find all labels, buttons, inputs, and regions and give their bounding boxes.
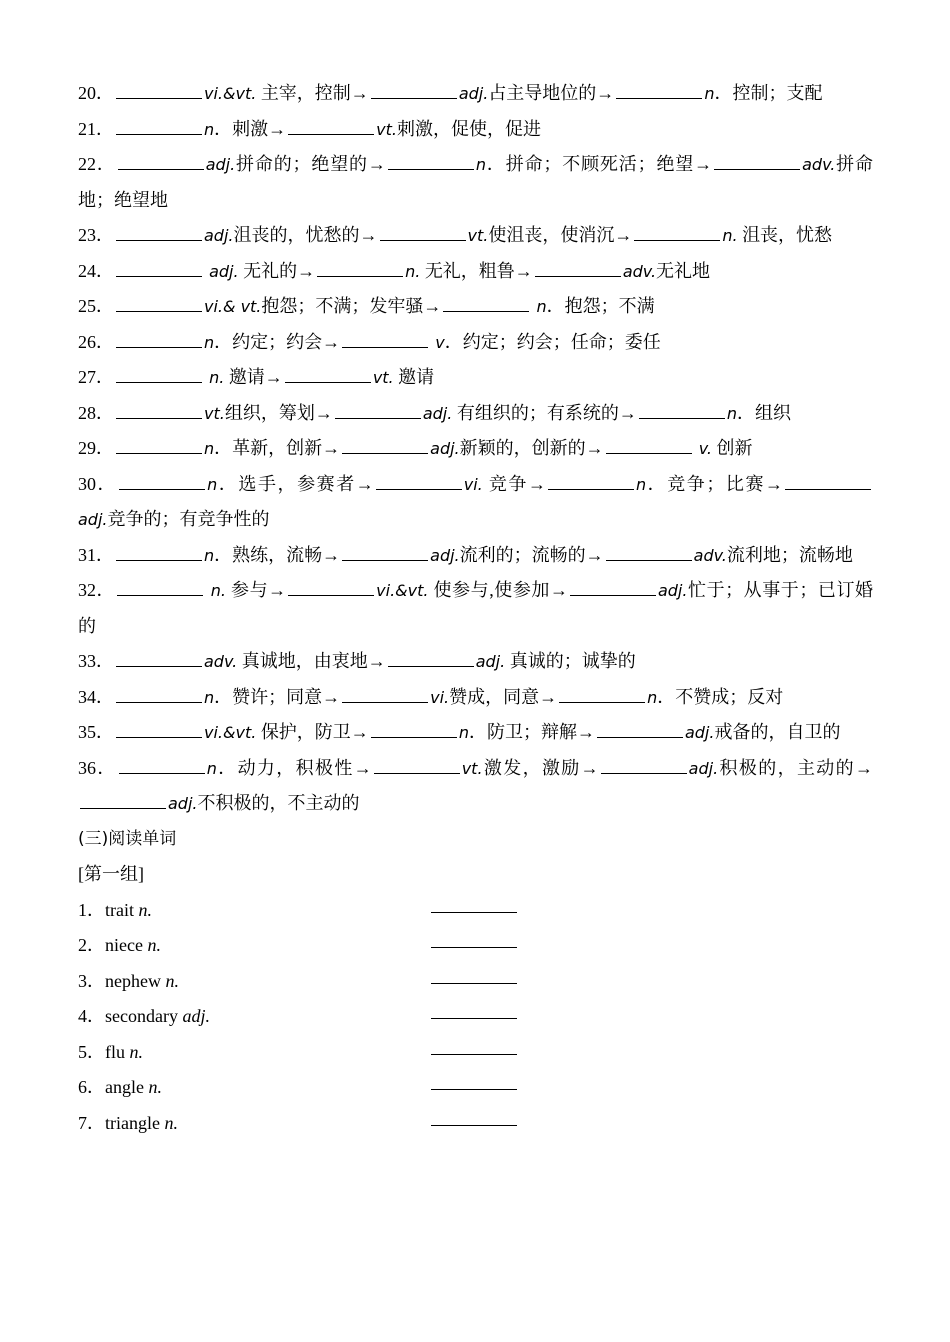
- answer-blank[interactable]: [597, 718, 683, 738]
- part-of-speech: n: [647, 687, 658, 707]
- english-word: triangle: [105, 1112, 165, 1133]
- part-of-speech: n.: [129, 1041, 143, 1062]
- part-of-speech: n.: [138, 899, 152, 920]
- answer-blank[interactable]: [606, 434, 692, 454]
- answer-blank[interactable]: [119, 754, 205, 774]
- vocab-item: [78, 112, 873, 148]
- vocab-item: [78, 76, 873, 112]
- part-of-speech: vi.: [430, 687, 450, 707]
- part-of-speech: v: [430, 332, 445, 352]
- answer-blank[interactable]: [118, 150, 204, 170]
- vocab-item: [78, 431, 873, 467]
- answer-blank[interactable]: [431, 1035, 517, 1055]
- answer-blank[interactable]: [601, 754, 687, 774]
- definition-text: ．熟练，流畅→: [214, 544, 341, 565]
- item-number: 5．: [78, 1041, 105, 1062]
- answer-blank[interactable]: [559, 683, 645, 703]
- definition-text: ．约定；约会；任命；委任: [444, 331, 661, 352]
- part-of-speech: vt.: [461, 758, 483, 778]
- reading-word-item: [78, 999, 873, 1035]
- part-of-speech: vt.: [467, 226, 489, 245]
- part-of-speech: n: [531, 297, 547, 316]
- vocab-item: [78, 254, 873, 290]
- group-title: [第一组]: [78, 864, 144, 884]
- answer-blank[interactable]: [535, 257, 621, 277]
- part-of-speech: adj.: [684, 723, 715, 742]
- definition-text: 戒备的，自卫的: [714, 722, 841, 742]
- answer-blank[interactable]: [431, 1070, 517, 1090]
- item-number: 27．: [78, 367, 114, 387]
- definition-text: 无礼地: [656, 260, 711, 281]
- part-of-speech: adv.: [204, 652, 238, 671]
- part-of-speech: vi.&vt.: [204, 84, 257, 103]
- item-number: 21．: [78, 118, 114, 139]
- part-of-speech: n.: [147, 935, 161, 955]
- part-of-speech: n: [204, 332, 215, 352]
- part-of-speech: adj.: [204, 226, 234, 245]
- part-of-speech: adj.: [204, 261, 239, 281]
- english-word: niece: [105, 935, 148, 955]
- answer-blank[interactable]: [116, 79, 202, 99]
- part-of-speech: n: [458, 723, 469, 742]
- answer-blank[interactable]: [342, 434, 428, 454]
- part-of-speech: adj.: [688, 758, 719, 778]
- part-of-speech: n.: [164, 1112, 178, 1133]
- part-of-speech: n: [204, 545, 215, 565]
- definition-text: ．组织: [736, 402, 791, 423]
- reading-word-item: [78, 964, 873, 1000]
- answer-blank[interactable]: [388, 647, 474, 667]
- vocab-item: [78, 218, 873, 254]
- part-of-speech: vi.& vt.: [204, 297, 262, 316]
- vocab-item: [78, 573, 873, 644]
- answer-blank[interactable]: [116, 363, 202, 383]
- definition-text: 无礼的→: [238, 260, 316, 281]
- item-number: 26．: [78, 331, 114, 352]
- worksheet: [78, 76, 873, 1141]
- english-word: nephew: [105, 970, 166, 991]
- part-of-speech: vt.: [204, 403, 225, 423]
- reading-word-item: [78, 1106, 873, 1142]
- definition-text: 抱怨；不满；发牢骚→: [261, 296, 442, 316]
- answer-blank[interactable]: [80, 789, 166, 809]
- definition-text: 沮丧的，忧愁的→: [233, 225, 378, 245]
- part-of-speech: n.: [165, 970, 179, 991]
- answer-blank[interactable]: [431, 893, 517, 913]
- answer-blank[interactable]: [117, 576, 203, 596]
- definition-text: 不积极的，不主动的: [197, 793, 360, 813]
- definition-text: 真诚的；诚挚的: [505, 651, 636, 671]
- part-of-speech: adj.: [475, 652, 506, 671]
- definition-text: ．竞争；比赛→: [646, 473, 784, 494]
- reading-word-list: [78, 893, 873, 1142]
- vocab-fill-list: [78, 76, 873, 822]
- definition-text: ．选手，参赛者→: [217, 473, 374, 494]
- answer-blank[interactable]: [119, 470, 205, 490]
- answer-blank[interactable]: [288, 115, 374, 135]
- answer-blank[interactable]: [116, 718, 202, 738]
- part-of-speech: n: [206, 758, 217, 778]
- item-number: 3．: [78, 970, 105, 991]
- item-number: 34．: [78, 686, 114, 707]
- answer-blank[interactable]: [376, 470, 462, 490]
- definition-text: 创新: [711, 438, 753, 458]
- reading-word-item: [78, 1070, 873, 1106]
- definition-text: 刺激，促使，促进: [396, 118, 541, 139]
- definition-text: ．不赞成；反对: [657, 686, 784, 707]
- item-number: 20．: [78, 83, 114, 103]
- answer-blank[interactable]: [342, 541, 428, 561]
- answer-blank[interactable]: [714, 150, 800, 170]
- item-number: 33．: [78, 651, 114, 671]
- definition-text: 激发，激励→: [482, 757, 599, 778]
- part-of-speech: n: [704, 84, 715, 103]
- item-number: 28．: [78, 402, 114, 423]
- vocab-item: [78, 147, 873, 218]
- part-of-speech: adj.: [182, 1006, 210, 1026]
- item-number: 22．: [78, 154, 116, 174]
- definition-text: 流利地；流畅地: [726, 544, 853, 565]
- item-number: 24．: [78, 260, 114, 281]
- definition-text: 组织，筹划→: [224, 402, 333, 423]
- definition-text: 竞争的；有竞争性的: [107, 509, 270, 529]
- answer-blank[interactable]: [116, 221, 202, 241]
- definition-text: 参与→: [226, 580, 287, 600]
- part-of-speech: adv.: [693, 545, 727, 565]
- item-number: 31．: [78, 544, 114, 565]
- answer-blank[interactable]: [431, 999, 517, 1019]
- definition-text: 沮丧，忧愁: [737, 225, 833, 245]
- vocab-item: [78, 715, 873, 751]
- answer-blank[interactable]: [371, 718, 457, 738]
- definition-text: 竞争→: [482, 473, 546, 494]
- answer-blank[interactable]: [335, 399, 421, 419]
- item-number: 23．: [78, 225, 114, 245]
- item-number: 25．: [78, 296, 114, 316]
- definition-text: 忙于；从事于；已订婚的: [78, 580, 874, 636]
- item-number: 29．: [78, 438, 114, 458]
- item-number: 30．: [78, 473, 118, 494]
- part-of-speech: adj.: [657, 581, 688, 600]
- part-of-speech: n.: [148, 1077, 162, 1097]
- answer-blank[interactable]: [288, 576, 374, 596]
- definition-text: ．革新，创新→: [214, 438, 341, 458]
- english-word: angle: [105, 1077, 149, 1097]
- answer-blank[interactable]: [116, 434, 202, 454]
- part-of-speech: adj.: [458, 84, 489, 103]
- vocab-item: [78, 644, 873, 680]
- part-of-speech: n: [475, 155, 487, 174]
- vocab-item: [78, 751, 873, 822]
- item-number: 6．: [78, 1077, 105, 1097]
- part-of-speech: vi.&vt.: [376, 581, 429, 600]
- answer-blank[interactable]: [116, 399, 202, 419]
- answer-blank[interactable]: [443, 292, 529, 312]
- vocab-item: [78, 680, 873, 716]
- answer-blank[interactable]: [342, 328, 428, 348]
- definition-text: ．防卫；辩解→: [468, 722, 595, 742]
- answer-blank[interactable]: [285, 363, 371, 383]
- part-of-speech: n: [204, 439, 215, 458]
- definition-text: 流利的；流畅的→: [459, 544, 604, 565]
- part-of-speech: n: [726, 403, 737, 423]
- answer-blank[interactable]: [380, 221, 466, 241]
- vocab-item: [78, 538, 873, 574]
- reading-word-item: [78, 893, 873, 929]
- vocab-item: [78, 467, 873, 538]
- reading-word-item: [78, 928, 873, 964]
- part-of-speech: vi.: [463, 474, 483, 494]
- part-of-speech: adj.: [430, 545, 460, 565]
- definition-text: ．刺激→: [214, 118, 287, 139]
- answer-blank[interactable]: [388, 150, 474, 170]
- part-of-speech: n.: [204, 368, 225, 387]
- part-of-speech: adj.: [168, 794, 198, 813]
- definition-text: 使参与,使参加→: [428, 580, 568, 600]
- part-of-speech: adv.: [802, 155, 836, 174]
- item-number: 7．: [78, 1112, 105, 1133]
- part-of-speech: vi.&vt.: [204, 723, 257, 742]
- definition-text: ．赞许；同意→: [214, 686, 341, 707]
- answer-blank[interactable]: [431, 964, 517, 984]
- answer-blank[interactable]: [116, 292, 202, 312]
- definition-text: 保护，防卫→: [256, 722, 369, 742]
- answer-blank[interactable]: [431, 928, 517, 948]
- definition-text: 使沮丧，使消沉→: [488, 225, 633, 245]
- answer-blank[interactable]: [317, 257, 403, 277]
- part-of-speech: vt.: [372, 368, 394, 387]
- definition-text: 主宰，控制→: [256, 83, 369, 103]
- part-of-speech: n.: [205, 581, 226, 600]
- definition-text: 有组织的；有系统的→: [452, 402, 637, 423]
- answer-blank[interactable]: [116, 257, 202, 277]
- definition-text: 无礼，粗鲁→: [420, 260, 533, 281]
- english-word: trait: [105, 899, 139, 920]
- answer-blank[interactable]: [116, 683, 202, 703]
- definition-text: 占主导地位的→: [488, 83, 615, 103]
- part-of-speech: n: [635, 474, 647, 494]
- vocab-item: [78, 289, 873, 325]
- definition-text: ．拼命；不顾死活；绝望→: [486, 154, 713, 174]
- answer-blank[interactable]: [431, 1106, 517, 1126]
- answer-blank[interactable]: [548, 470, 634, 490]
- part-of-speech: vt.: [376, 119, 397, 139]
- definition-text: 邀请: [393, 367, 435, 387]
- part-of-speech: n.: [405, 261, 421, 281]
- definition-text: 赞成，同意→: [449, 686, 558, 707]
- item-number: 35．: [78, 722, 114, 742]
- part-of-speech: adj.: [205, 155, 236, 174]
- vocab-item: [78, 396, 873, 432]
- answer-blank[interactable]: [116, 647, 202, 667]
- answer-blank[interactable]: [374, 754, 460, 774]
- section-title: (三)阅读单词: [78, 828, 177, 849]
- definition-text: 拼命地；绝望地: [78, 154, 874, 210]
- definition-text: ．约定；约会→: [214, 331, 341, 352]
- definition-text: 拼命的；绝望的→: [235, 154, 386, 174]
- answer-blank[interactable]: [570, 576, 656, 596]
- item-number: 1．: [78, 899, 105, 920]
- answer-blank[interactable]: [639, 399, 725, 419]
- part-of-speech: adv.: [622, 261, 657, 281]
- answer-blank[interactable]: [116, 541, 202, 561]
- definition-text: ．动力，积极性→: [216, 757, 372, 778]
- english-word: flu: [105, 1041, 130, 1062]
- part-of-speech: n: [204, 687, 215, 707]
- definition-text: 积极的，主动的→: [718, 757, 874, 778]
- part-of-speech: adj.: [78, 510, 108, 529]
- vocab-item: [78, 360, 873, 396]
- definition-text: 真诚地，由衷地→: [237, 651, 386, 671]
- part-of-speech: adj.: [422, 403, 453, 423]
- part-of-speech: n: [207, 474, 218, 494]
- answer-blank[interactable]: [785, 470, 871, 490]
- answer-blank[interactable]: [634, 221, 720, 241]
- answer-blank[interactable]: [616, 79, 702, 99]
- definition-text: 新颖的，创新的→: [459, 438, 604, 458]
- answer-blank[interactable]: [371, 79, 457, 99]
- definition-text: ．抱怨；不满: [546, 296, 655, 316]
- reading-word-item: [78, 1035, 873, 1071]
- answer-blank[interactable]: [606, 541, 692, 561]
- answer-blank[interactable]: [116, 328, 202, 348]
- answer-blank[interactable]: [342, 683, 428, 703]
- item-number: 2．: [78, 935, 105, 955]
- item-number: 36．: [78, 757, 117, 778]
- item-number: 4．: [78, 1006, 105, 1026]
- definition-text: ．控制；支配: [714, 83, 823, 103]
- item-number: 32．: [78, 580, 116, 600]
- part-of-speech: v.: [693, 439, 712, 458]
- part-of-speech: n.: [722, 226, 738, 245]
- english-word: secondary: [105, 1006, 183, 1026]
- definition-text: 邀请→: [224, 367, 283, 387]
- answer-blank[interactable]: [116, 115, 202, 135]
- vocab-item: [78, 325, 873, 361]
- part-of-speech: adj.: [430, 439, 460, 458]
- part-of-speech: n: [204, 119, 215, 139]
